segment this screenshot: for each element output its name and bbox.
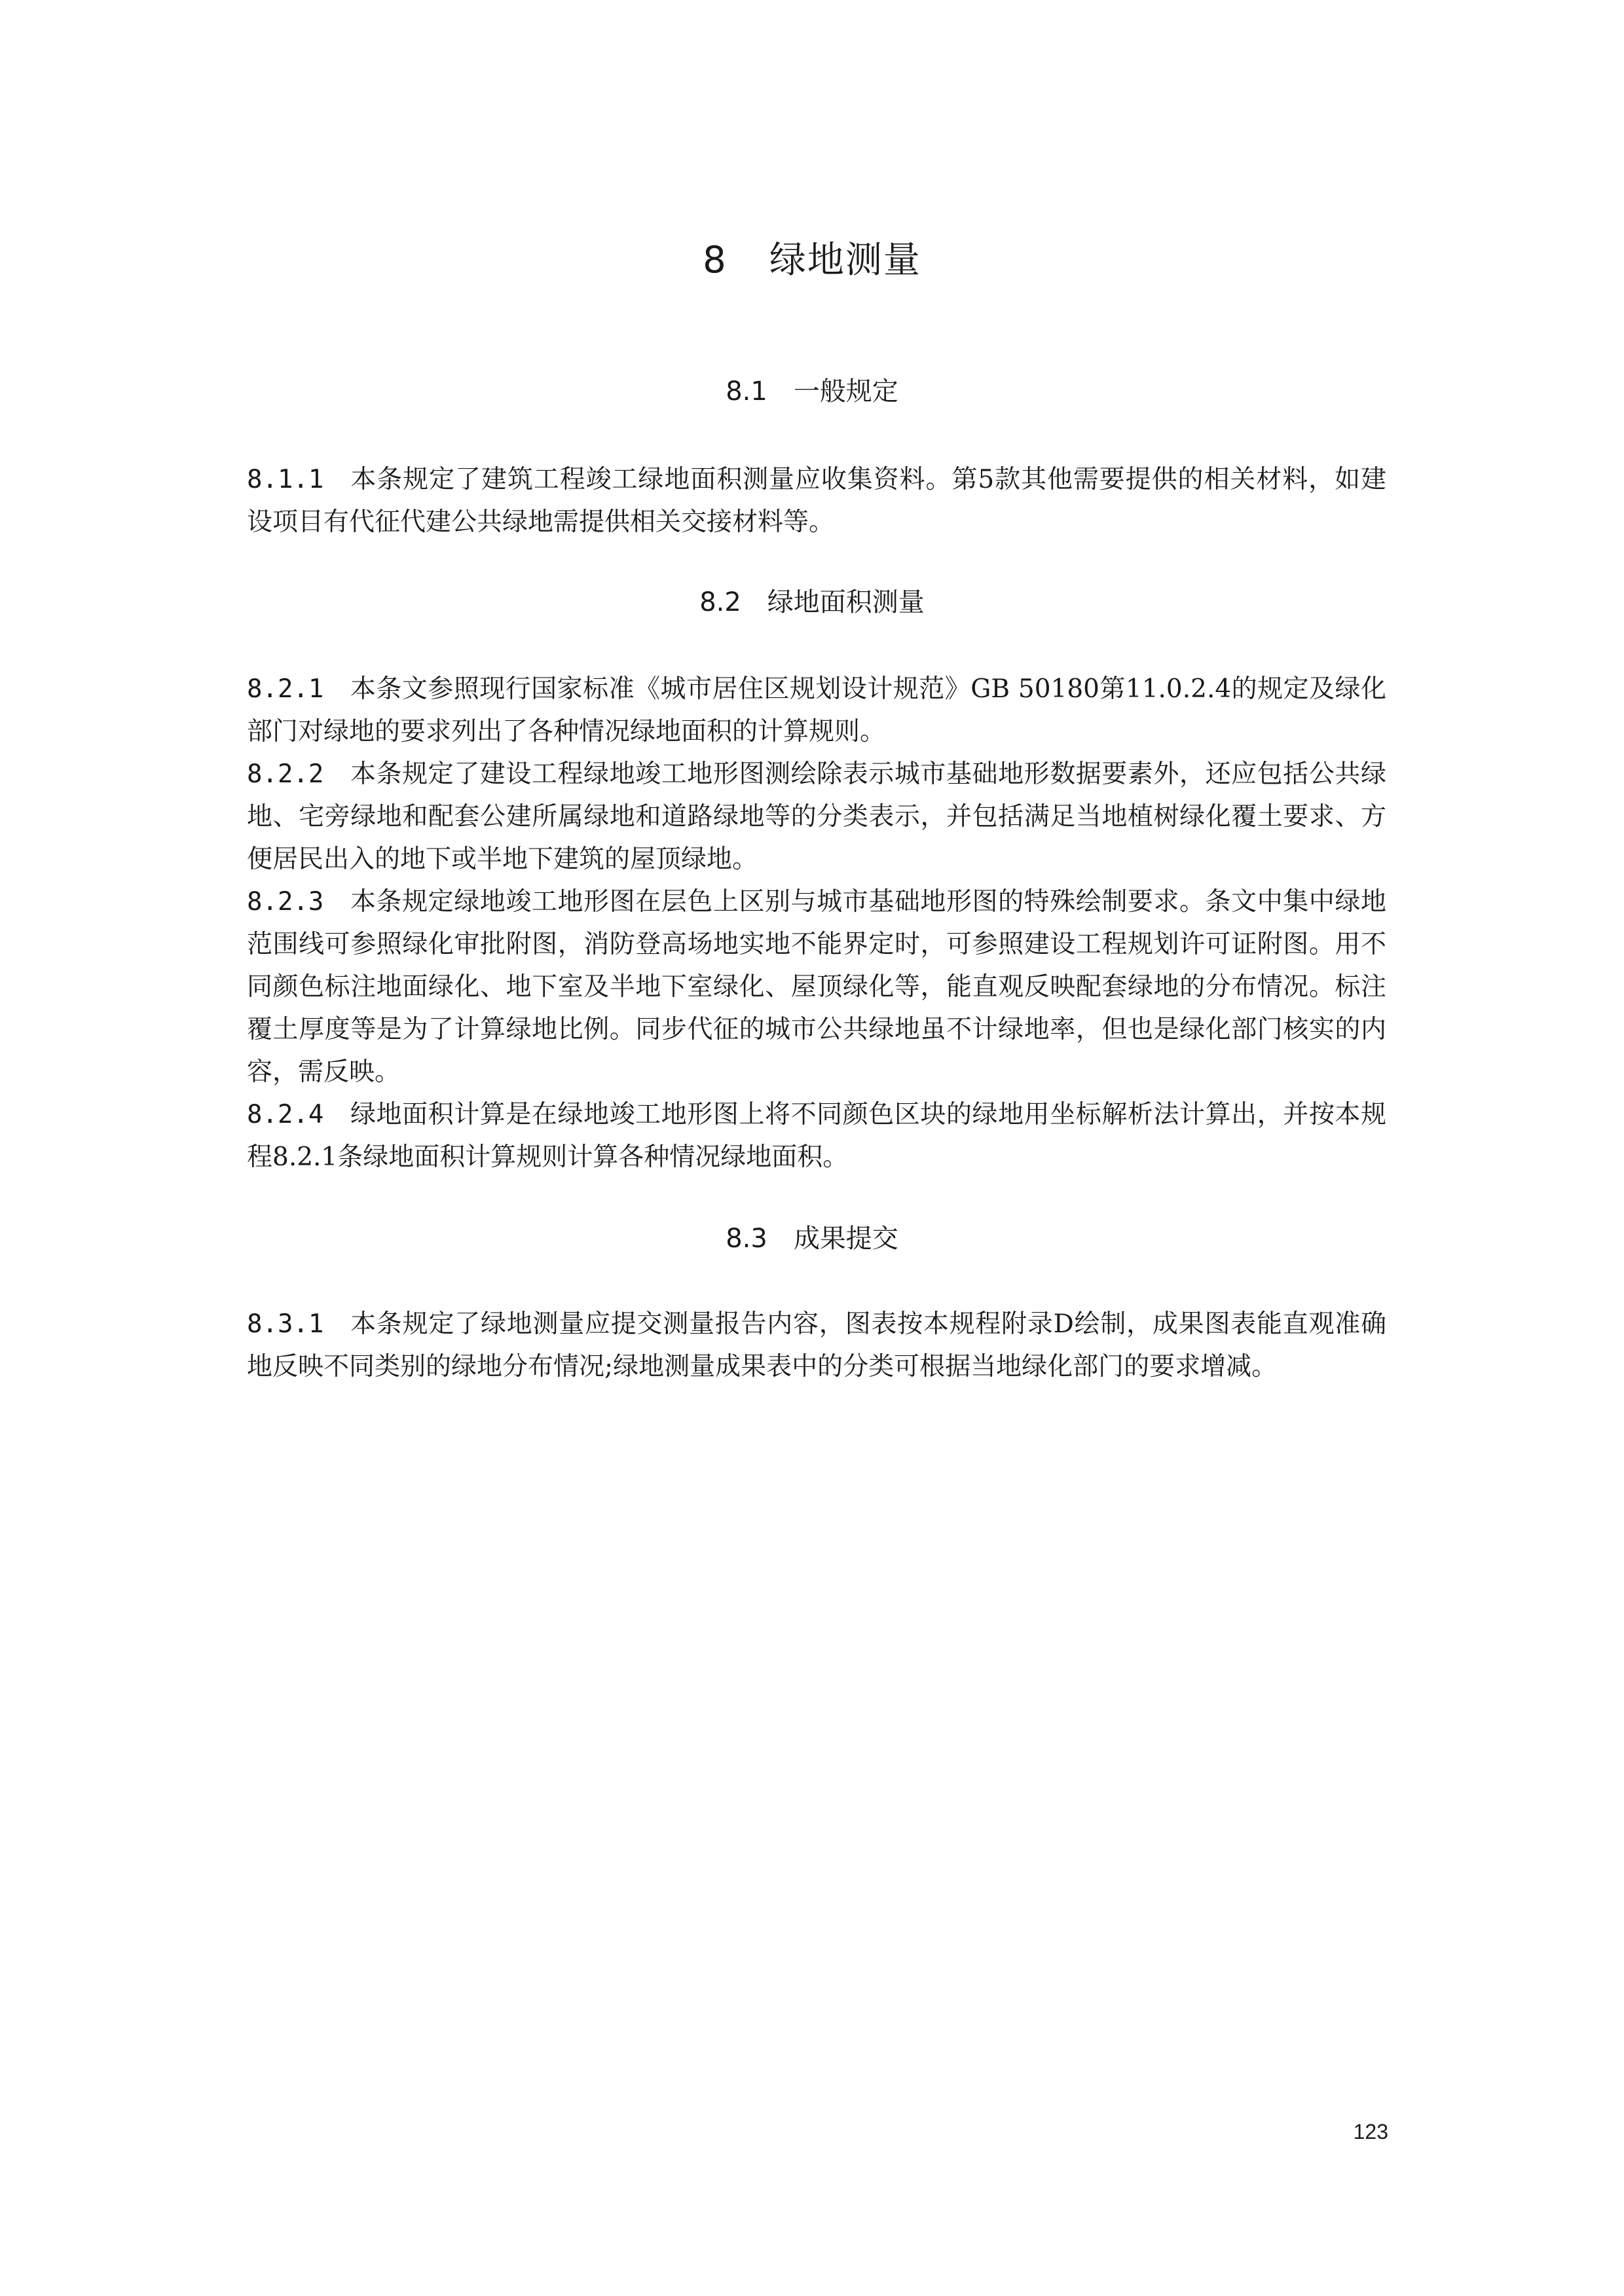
clause-number: 8.3.1 [247, 1309, 324, 1339]
clause-8-1-1 [247, 458, 1386, 543]
clause-number: 8.2.2 [247, 759, 324, 789]
clause-text: 本条规定绿地竣工地形图在层色上区别与城市基础地形图的特殊绘制要求。条文中集中绿地范围线可参照绿化审批附图，消防登高场地实地不能界定时，可参照建设工程规划许可证附图。用不同颜色标注地面绿化、地下室及半地下室绿化、屋顶绿化等，能直观反映配套绿地的分布情况。标注覆土厚度等是为了计算绿地比例。同步代征的城市公共绿地虽不计绿地率，但也是绿化部门核实的内容，需反映。 [247, 887, 1386, 1087]
clause-text: 本条文参照现行国家标准《城市居住区规划设计规范》GB 50180第11.0.2.4的规定及绿化部门对绿地的要求列出了各种情况绿地面积的计算规则。 [247, 674, 1386, 746]
clause-number: 8.2.4 [247, 1100, 324, 1129]
section-number: 8.3 [726, 1224, 767, 1254]
clause-text: 本条规定了绿地测量应提交测量报告内容，图表按本规程附录D绘制，成果图表能直观准确地反映不同类别的绿地分布情况;绿地测量成果表中的分类可根据当地绿化部门的要求增减。 [247, 1309, 1386, 1381]
clause-number: 8.2.1 [247, 674, 324, 704]
clause-number: 8.1.1 [247, 465, 324, 494]
chapter-number: 8 [703, 239, 728, 282]
section-title-text: 一般规定 [793, 376, 898, 407]
clause-number: 8.2.3 [247, 887, 324, 917]
section-title-8-3 [0, 1219, 1624, 1258]
clause-8-2-1 [247, 668, 1386, 753]
section-title-8-2 [0, 583, 1624, 622]
chapter-title [0, 234, 1624, 287]
page-number: 123 [1353, 2120, 1388, 2143]
section-title-8-1 [0, 372, 1624, 411]
clause-text: 绿地面积计算是在绿地竣工地形图上将不同颜色区块的绿地用坐标解析法计算出，并按本规程8.2.1条绿地面积计算规则计算各种情况绿地面积。 [247, 1100, 1386, 1172]
clause-8-3-1 [247, 1303, 1386, 1388]
chapter-title-text: 绿地测量 [769, 239, 921, 282]
section-title-text: 成果提交 [793, 1224, 898, 1254]
clause-text: 本条规定了建筑工程竣工绿地面积测量应收集资料。第5款其他需要提供的相关材料，如建设项目有代征代建公共绿地需提供相关交接材料等。 [247, 465, 1386, 537]
clause-8-2-3 [247, 881, 1386, 1093]
section-title-text: 绿地面积测量 [767, 587, 925, 617]
section-number: 8.2 [699, 587, 741, 617]
clause-text: 本条规定了建设工程绿地竣工地形图测绘除表示城市基础地形数据要素外，还应包括公共绿地、宅旁绿地和配套公建所属绿地和道路绿地等的分类表示，并包括满足当地植树绿化覆土要求、方便居民出入的地下或半地下建筑的屋顶绿地。 [247, 759, 1386, 874]
clause-8-2-4 [247, 1093, 1386, 1178]
section-number: 8.1 [726, 376, 767, 407]
clause-8-2-2 [247, 753, 1386, 881]
